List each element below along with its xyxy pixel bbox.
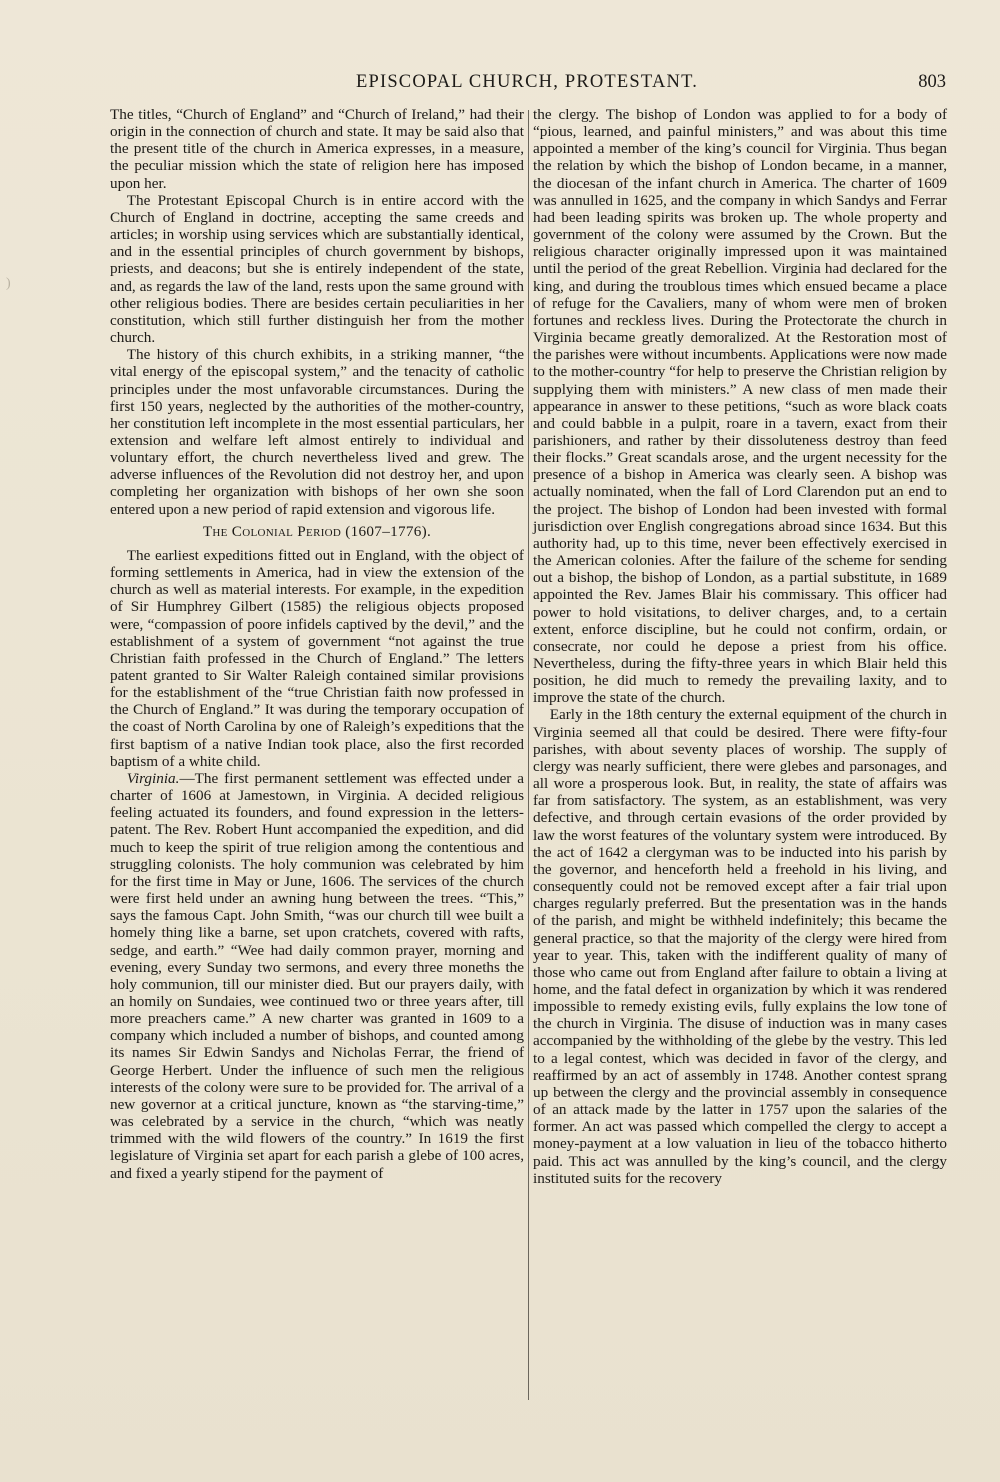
paragraph: The earliest expeditions fitted out in England, with the object of forming settlements in America, had in view the extension of the church as well as material interests. For example, in the expedition of Sir Humphrey Gilbert (1585) the religious objects proposed were, “compassion of poore infidels captived by the devil,” and the establishment of a system of government “not against the true Christian faith professed in the Church of England.” The letters patent granted to Sir Walter Raleigh contained similar provisions for the establishment of the “true Christian faith now professed in the Church of England.” It was during the temporary occupation of the coast of North Carolina by one of Raleigh’s expeditions that the first baptism of a native Indian took place, also the first recorded baptism of a white child. (110, 546, 524, 770)
paragraph-lead: Virginia. (126, 769, 180, 787)
left-column (110, 106, 524, 1182)
paragraph: The titles, “Church of England” and “Church of Ireland,” had their origin in the connection of church and state. It may be said also that the present title of the church in America expresses, in a measure, the peculiar mission which the state of religion here has imposed upon her. (110, 106, 524, 192)
column-divider (528, 110, 529, 1400)
right-column (533, 106, 947, 1187)
section-heading-dates: (1607–1776). (345, 522, 432, 540)
paragraph (110, 770, 524, 1182)
paragraph: the clergy. The bishop of London was applied to for a body of “pious, learned, and painful ministers,” and was about this time appointed a member of the king’s council for Virginia. Thus began the relation by which the bishop of London became, in a manner, the diocesan of the infant church in America. The charter of 1609 was annulled in 1625, and the company in which Sandys and Ferrar had been leading spirits was broken up. The whole property and government of the colony were assumed by the Crown. But the religious character originally impressed upon it was maintained until the period of the great Rebellion. Virginia had declared for the king, and during the troublous times which ensued became a place of refuge for the Cavaliers, many of whom were men of broken fortunes and reckless lives. During the Protectorate the church in Virginia became greatly demoralized. At the Restoration most of the parishes were without incumbents. Applications were now made to the mother-country “for help to preserve the Christian religion by supplying them with ministers.” A new class of men made their appearance in answer to these petitions, “such as wore black coats and could babble in a pulpit, roare in a tavern, exact from their parishioners, and rather by their dissoluteness destroy than feed their flocks.” Great scandals arose, and the urgent necessity for the presence of a bishop in America was clearly seen. A bishop was actually nominated, when the fall of Lord Clarendon put an end to the project. The bishop of London had been invested with formal jurisdiction over English congregations abroad since 1634. But this authority had, up to this time, never been effectively exercised in the American colonies. After the failure of the scheme for sending out a bishop, the bishop of London, as a partial substitute, in 1689 appointed the Rev. James Blair his commissary. This officer had power to hold visitations, to deliver charges, and, to a certain extent, enforce discipline, but he could not confirm, ordain, or consecrate, nor could he depose a priest from his office. Nevertheless, during the fifty-three years in which Blair held this position, he did much to remedy the prevailing laxity, and to improve the state of the church. (533, 106, 947, 707)
paragraph: The history of this church exhibits, in a striking manner, “the vital energy of the episcopal system,” and the tenacity of catholic principles under the most unfavorable circumstances. During the first 150 years, neglected by the authorities of the mother-country, her constitution left incomplete in the most essential particulars, her extension and welfare left almost entirely to individual and voluntary effort, the church nevertheless lived and grew. The adverse influences of the Revolution did not destroy her, and upon completing her organization with bishops of her own she soon entered upon a new period of rapid extension and vigorous life. (110, 346, 524, 518)
running-title: EPISCOPAL CHURCH, PROTESTANT. (355, 72, 699, 92)
section-heading (110, 523, 524, 540)
margin-mark: ) (6, 276, 11, 291)
paragraph: The Protestant Episcopal Church is in entire accord with the Church of England in doctrine, accepting the same creeds and articles; in worship using services which are substantially identical, and in the essential principles of church government by bishops, priests, and deacons; but she is entirely independent of the state, and, as regards the law of the land, rests upon the same ground with other religious bodies. There are besides certain peculiarities in her constitution, which still further distinguish her from the mother church. (110, 191, 524, 347)
paragraph-body: —The first permanent settlement was effected under a charter of 1606 at Jamestown, in Virginia. A decided religious feeling actuated its founders, and found expression in the letters-patent. The Rev. Robert Hunt accompanied the expedition, and did much to keep the spirit of true religion among the contentious and struggling colonists. The holy communion was celebrated by him for the first time in May or June, 1606. The services of the church were first held under an awning hung between the trees. “This,” says the famous Capt. John Smith, “was our church till wee built a homely thing like a barne, set upon cratchets, covered with rafts, sedge, and earth.” “Wee had daily common prayer, morning and evening, every Sunday two sermons, and every three moneths the holy communion, till our minister died. But our prayers daily, with an homily on Sundaies, wee continued two or three years after, till more preachers came.” A new charter was granted in 1609 to a company which included a number of bishops, and counted among its names Sir Edwin Sandys and Nicholas Ferrar, the friend of George Herbert. Under the influence of such men the religious interests of the colony were sure to be provided for. The arrival of a new governor at a critical juncture, known as “the starving-time,” was celebrated by a service in the church, “which was neatly trimmed with the wild flowers of the country.” In 1619 the first legislature of Virginia set apart for each parish a glebe of 100 acres, and fixed a yearly stipend for the payment of (110, 769, 524, 1182)
section-heading-title: The Colonial Period (202, 522, 342, 540)
page-number: 803 (918, 72, 946, 92)
paragraph: Early in the 18th century the external equipment of the church in Virginia seemed all that could be desired. There were fifty-four parishes, with about seventy places of worship. The supply of clergy was nearly sufficient, there were glebes and parsonages, and all wore a prosperous look. But, in reality, the state of affairs was far from satisfactory. The system, as an establishment, was very defective, and through certain evasions of the order provided by law the worst features of the voluntary system were introduced. By the act of 1642 a clergyman was to be inducted into his parish by the governor, and henceforth held a freehold in his living, and consequently could not be removed except after a fair trial upon charges regularly preferred. But the presentation was in the hands of the parish, and might be withheld indefinitely; this became the general practice, so that the majority of the clergy were hired from year to year. This, taken with the indifferent quality of many of those who came out from England after failure to obtain a living at home, and the fatal defect in organization by which it was rendered impossible to remedy existing evils, fully explains the low tone of the church in Virginia. The disuse of induction was in many cases accompanied by the withholding of the glebe by the vestry. This led to a legal contest, which was decided in favor of the clergy, and reaffirmed by an act of assembly in 1748. Another contest sprang up between the clergy and the provincial assembly in consequence of an attack made by the latter in 1757 upon the salaries of the former. An act was passed which compelled the clergy to accept a money-payment at a low valuation in lieu of the tobacco hitherto paid. This act was annulled by the king’s council, and the clergy instituted suits for the recovery (533, 706, 947, 1187)
page-header (108, 72, 946, 98)
